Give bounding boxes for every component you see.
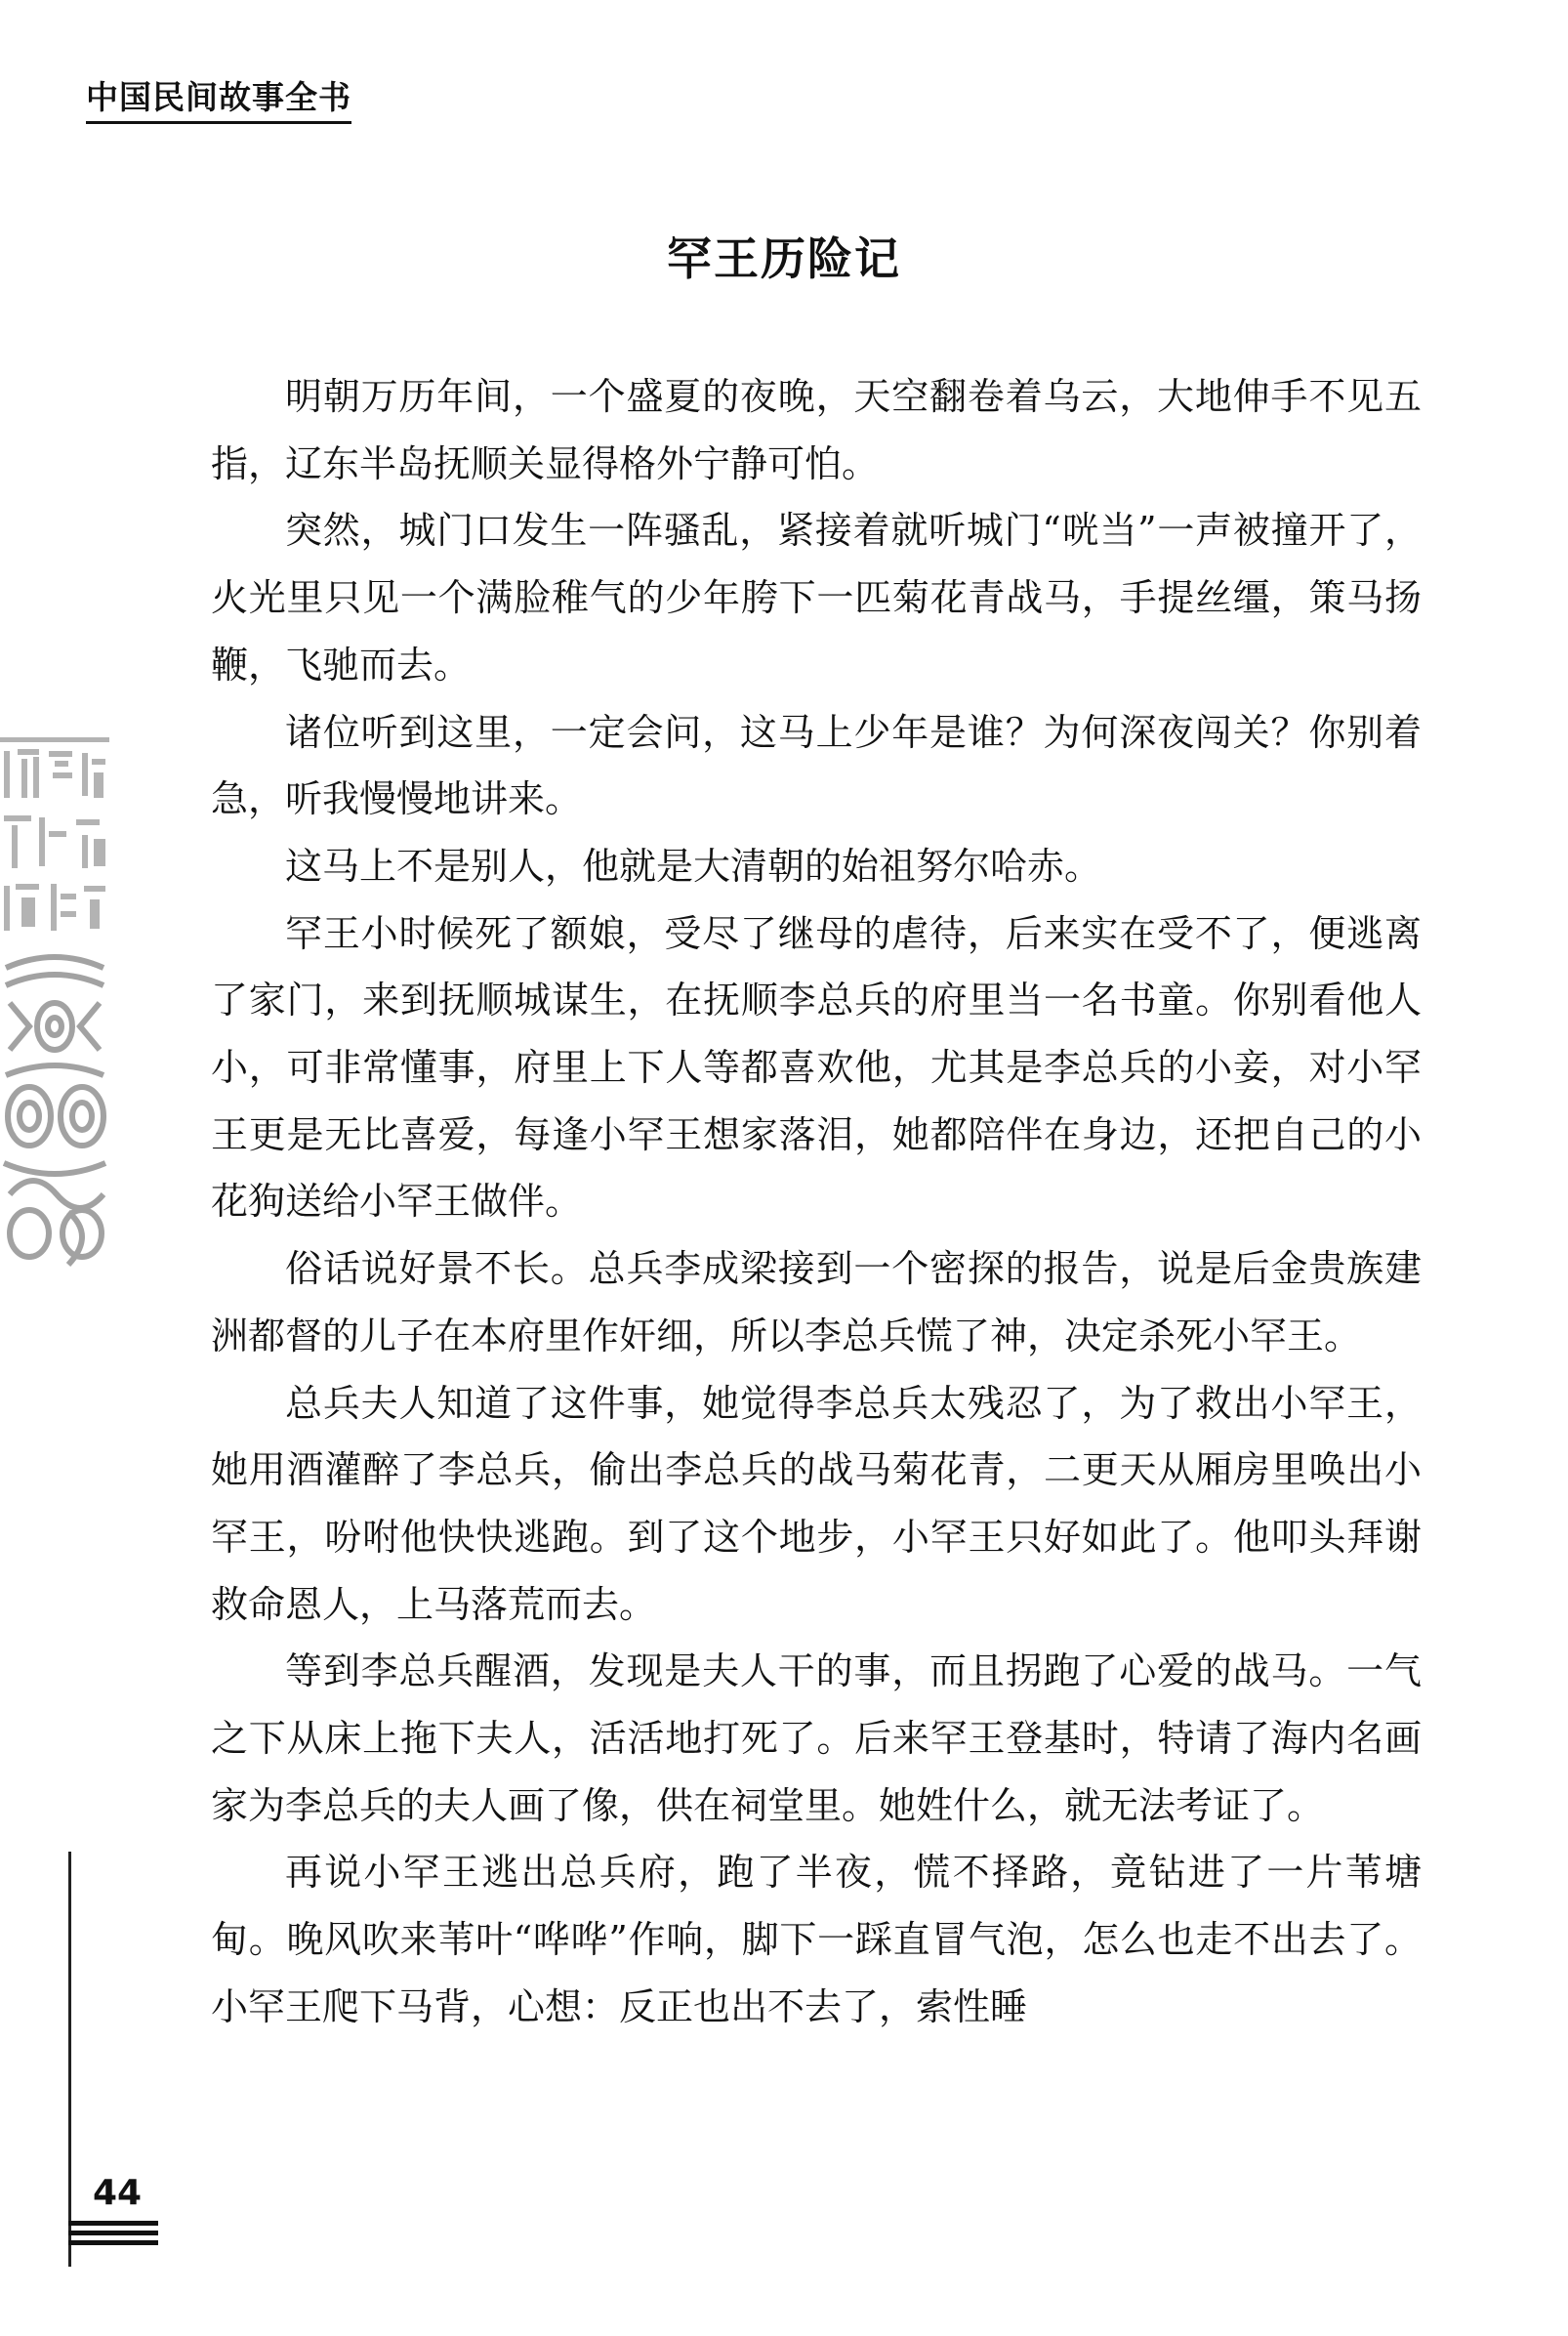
footer-vertical-rule — [68, 1852, 71, 2267]
folk-art-seal-decoration — [0, 737, 109, 1284]
paragraph: 明朝万历年间，一个盛夏的夜晚，天空翻卷着乌云，大地伸手不见五指，辽东半岛抚顺关显得格外宁静可怕。 — [211, 375, 1422, 485]
paragraph: 俗话说好景不长。总兵李成梁接到一个密探的报告，说是后金贵族建洲都督的儿子在本府里作奸细，所以李总兵慌了神，决定杀死小罕王。 — [211, 1247, 1422, 1357]
paragraph: 总兵夫人知道了这件事，她觉得李总兵太残忍了，为了救出小罕王，她用酒灌醉了李总兵，偷出李总兵的战马菊花青，二更天从厢房里唤出小罕王，吩咐他快快逃跑。到了这个地步，小罕王只好如此了。他叩头拜谢救命恩人，上马落荒而去。 — [211, 1381, 1422, 1626]
page-number: 44 — [93, 2173, 143, 2213]
footer-bar — [68, 2221, 158, 2226]
footer-bar — [68, 2240, 158, 2245]
running-head-book-title: 中国民间故事全书 — [86, 80, 351, 124]
paragraph: 突然，城门口发生一阵骚乱，紧接着就听城门“咣当”一声被撞开了，火光里只见一个满脸稚气的少年胯下一匹菊花青战马，手提丝缰，策马扬鞭，飞驰而去。 — [211, 509, 1422, 687]
paragraph: 罕王小时候死了额娘，受尽了继母的虐待，后来实在受不了，便逃离了家门，来到抚顺城谋生，在抚顺李总兵的府里当一名书童。你别看他人小，可非常懂事，府里上下人等都喜欢他，尤其是李总兵的小妾，对小罕王更是无比喜爱，每逢小罕王想家落泪，她都陪伴在身边，还把自己的小花狗送给小罕王做伴。 — [211, 911, 1422, 1224]
footer-bars-decoration — [68, 2221, 158, 2250]
paragraph: 再说小罕王逃出总兵府，跑了半夜，慌不择路，竟钻进了一片苇塘甸。晚风吹来苇叶“哗哗”作响，脚下一踩直冒气泡，怎么也走不出去了。小罕王爬下马背，心想：反正也出不去了，索性睡 — [211, 1851, 1422, 2028]
footer-bar — [68, 2231, 158, 2235]
paragraph: 等到李总兵醒酒，发现是夫人干的事，而且拐跑了心爱的战马。一气之下从床上拖下夫人，活活地打死了。后来罕王登基时，特请了海内名画家为李总兵的夫人画了像，供在祠堂里。她姓什么，就无法考证了。 — [211, 1649, 1422, 1827]
chapter-title: 罕王历险记 — [667, 232, 901, 285]
paragraph: 这马上不是别人，他就是大清朝的始祖努尔哈赤。 — [285, 844, 1102, 888]
story-body — [211, 363, 1422, 2041]
paragraph: 诸位听到这里，一定会问，这马上少年是谁？为何深夜闯关？你别着急，听我慢慢地讲来。 — [211, 710, 1422, 821]
